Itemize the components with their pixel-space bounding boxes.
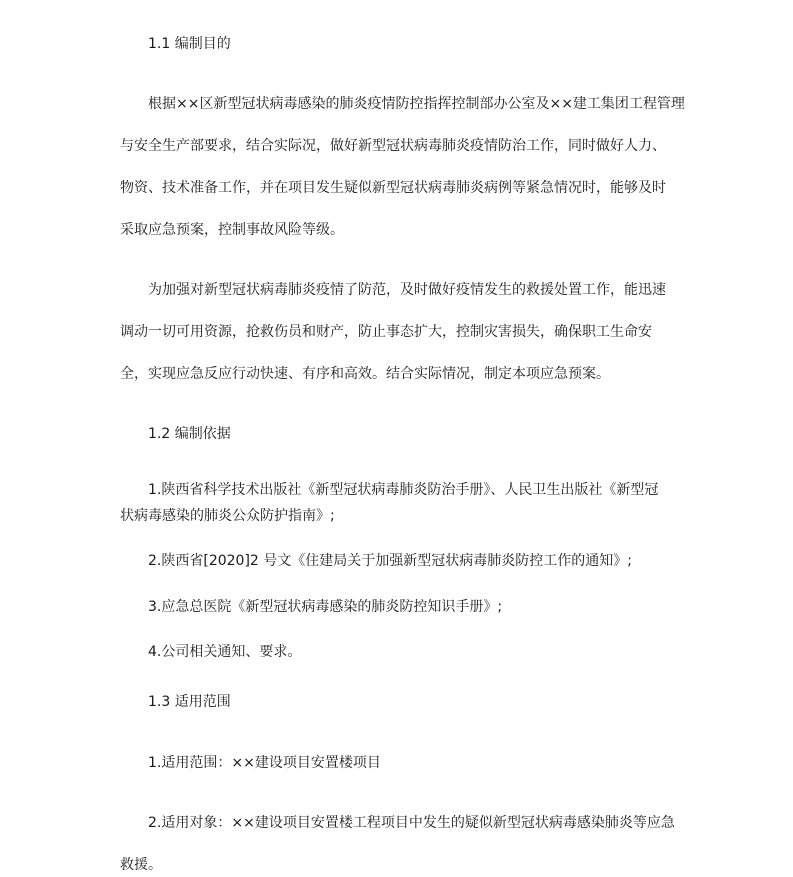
paragraph-line: 与安全生产部要求，结合实际况，做好新型冠状病毒肺炎疫情防治工作，同时做好人力、 xyxy=(120,138,666,154)
paragraph-line: 全，实现应急反应行动快速、有序和高效。结合实际情况，制定本项应急预案。 xyxy=(120,366,610,382)
paragraph-line: 物资、技术准备工作，并在项目发生疑似新型冠状病毒肺炎病例等紧急情况时，能够及时 xyxy=(120,180,666,196)
scope-item-1: 1.适用范围：××建设项目安置楼项目 xyxy=(148,755,381,771)
basis-item-4: 4.公司相关通知、要求。 xyxy=(148,644,302,660)
basis-item-2: 2.陕西省[2020]2 号文《住建局关于加强新型冠状病毒肺炎防控工作的通知》; xyxy=(148,553,632,569)
list-item-line: 1.陕西省科学技术出版社《新型冠状病毒肺炎防治手册》、人民卫生出版社《新型冠 xyxy=(148,482,659,498)
section-heading-1-1: 1.1 编制目的 xyxy=(148,36,231,52)
list-item-line: 状病毒感染的肺炎公众防护指南》; xyxy=(120,508,335,524)
section-heading-1-2: 1.2 编制依据 xyxy=(148,426,231,442)
basis-item-3: 3.应急总医院《新型冠状病毒感染的肺炎防控知识手册》; xyxy=(148,599,503,615)
list-item-line: 救援。 xyxy=(120,857,162,873)
section-heading-1-3: 1.3 适用范围 xyxy=(148,694,231,710)
paragraph-line: 采取应急预案，控制事故风险等级。 xyxy=(120,222,344,238)
paragraph-line: 为加强对新型冠状病毒肺炎疫情了防范，及时做好疫情发生的救援处置工作，能迅速 xyxy=(148,282,666,298)
paragraph-line: 根据××区新型冠状病毒感染的肺炎疫情防控指挥控制部办公室及××建工集团工程管理 xyxy=(148,96,685,112)
list-item-line: 2.适用对象：××建设项目安置楼工程项目中发生的疑似新型冠状病毒感染肺炎等应急 xyxy=(148,815,675,831)
paragraph-line: 调动一切可用资源，抢救伤员和财产，防止事态扩大，控制灾害损失，确保职工生命安 xyxy=(120,324,652,340)
